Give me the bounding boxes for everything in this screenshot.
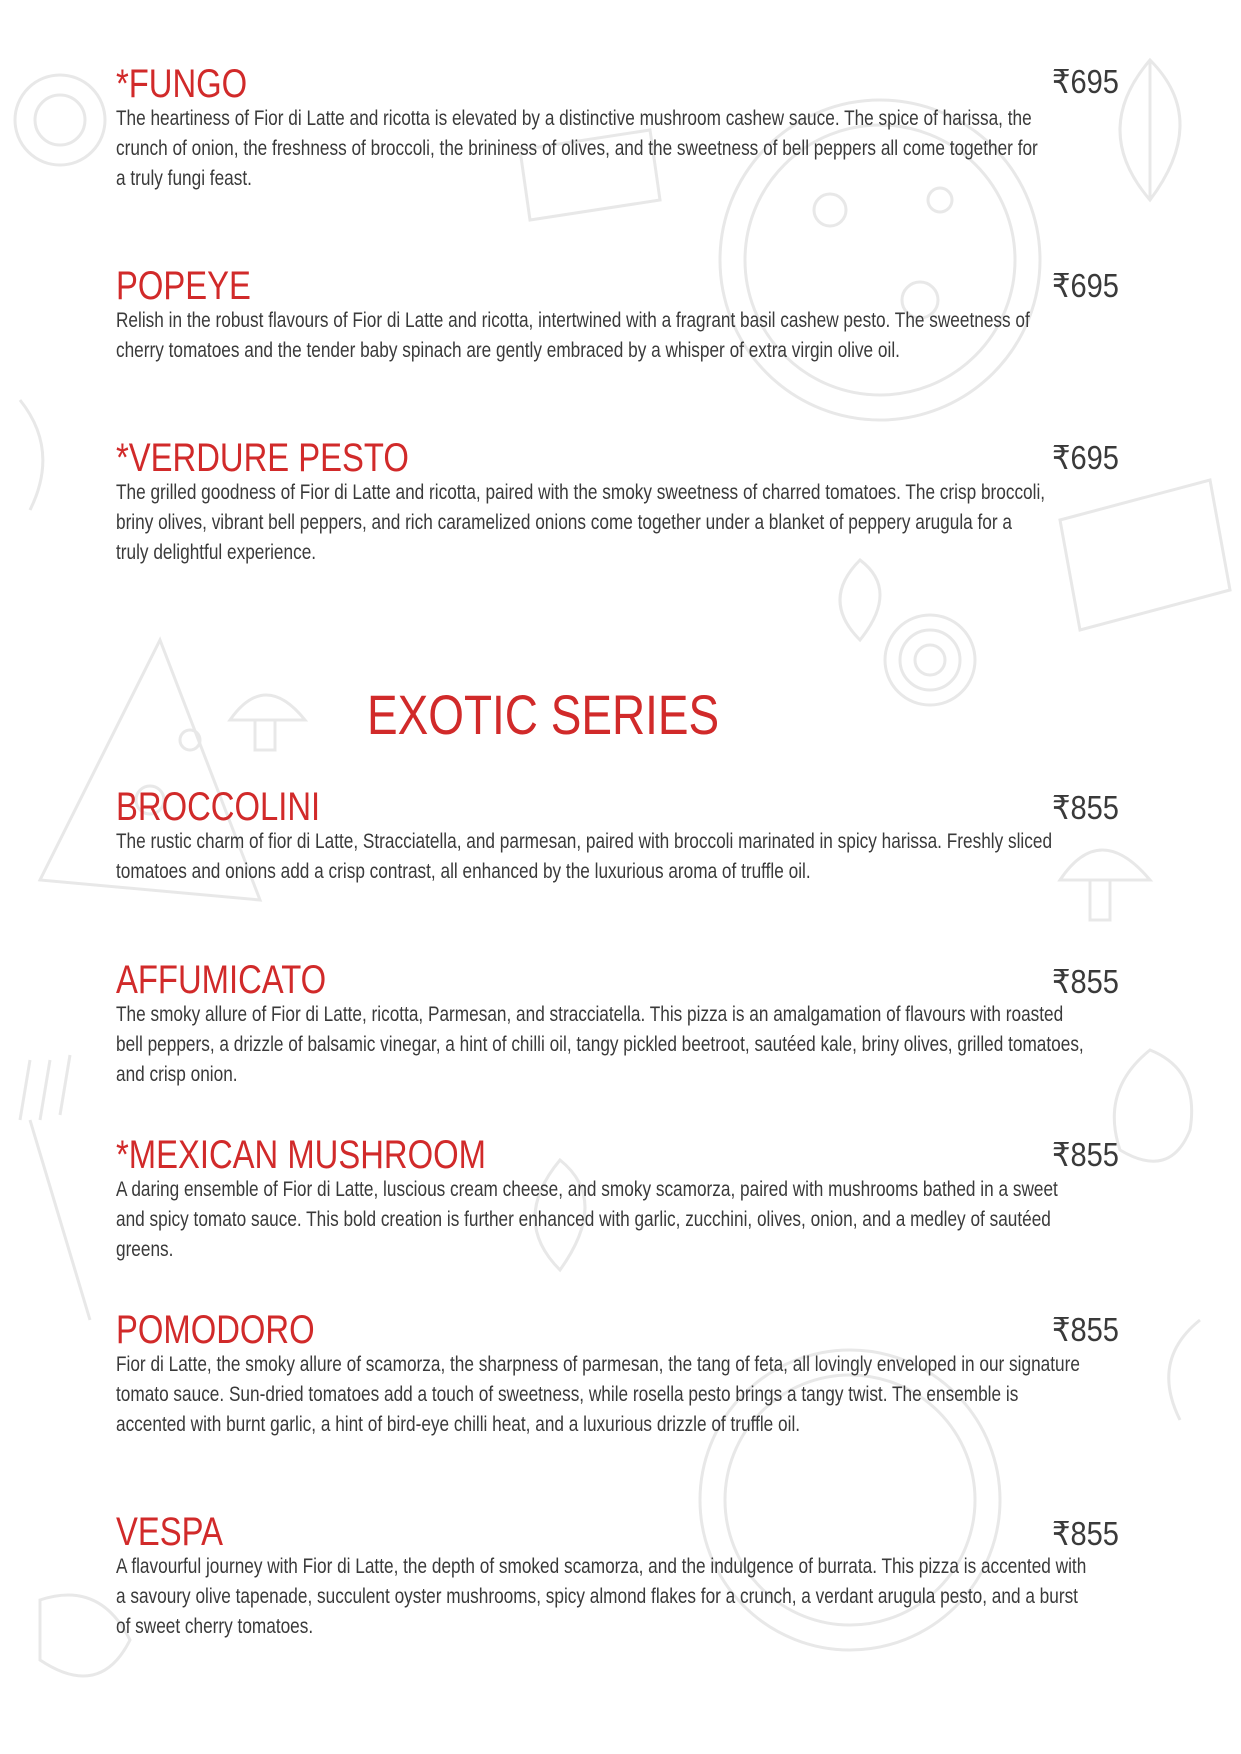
- item-name: *VERDURE PESTO: [116, 436, 409, 480]
- item-price: ₹695: [1052, 439, 1119, 476]
- item-price: ₹855: [1052, 1136, 1119, 1173]
- item-description: The rustic charm of fior di Latte, Stracciatella, and parmesan, paired with broccoli marinated in spicy harissa. Freshly sliced tomatoes and onions add a crisp contrast, all enhanced by the luxurious aroma of truffle oil.: [116, 830, 1053, 883]
- item-description: Fior di Latte, the smoky allure of scamorza, the sharpness of parmesan, the tang of feta, all lovingly enveloped in our signature tomato sauce. Sun-dried tomatoes add a touch of sweetness, while rosella pesto brings a tangy twist. The ensemble is accented with burnt garlic, a hint of bird-eye chilli heat, and a luxurious drizzle of truffle oil.: [116, 1353, 1080, 1436]
- onion-ring-icon: [885, 615, 975, 705]
- fork-icon: [20, 1055, 90, 1320]
- item-name: *FUNGO: [116, 62, 248, 106]
- item-description: A daring ensemble of Fior di Latte, luscious cream cheese, and smoky scamorza, paired with mushrooms bathed in a sweet and spicy tomato sauce. This bold creation is further enhanced with garlic, zucchini, olives, onion, and a medley of sautéed greens.: [116, 1178, 1058, 1261]
- item-description: A flavourful journey with Fior di Latte, the depth of smoked scamorza, and the indulgence of burrata. This pizza is accented with a savoury olive tapenade, succulent oyster mushrooms, spicy almond flakes for a crunch, a verdant arugula pesto, and a burst of sweet cherry tomatoes.: [116, 1555, 1087, 1638]
- item-description: The heartiness of Fior di Latte and ricotta is elevated by a distinctive mushroom cashew sauce. The spice of harissa, the crunch of onion, the freshness of broccoli, the brininess of olives, and the sweetness of bell peppers all come together for a truly fungi feast.: [116, 107, 1038, 190]
- item-name: *MEXICAN MUSHROOM: [116, 1133, 486, 1177]
- item-name: POMODORO: [116, 1308, 315, 1352]
- tomato-icon: [15, 75, 105, 165]
- item-name: VESPA: [116, 1510, 223, 1554]
- item-price: ₹855: [1052, 1515, 1119, 1552]
- item-price: ₹855: [1052, 963, 1119, 1000]
- item-price: ₹855: [1052, 789, 1119, 826]
- item-price: ₹695: [1052, 63, 1119, 100]
- item-name: POPEYE: [116, 264, 251, 308]
- section-title: EXOTIC SERIES: [367, 683, 720, 746]
- item-price: ₹695: [1052, 267, 1119, 304]
- item-name: BROCCOLINI: [116, 785, 321, 829]
- item-description: Relish in the robust flavours of Fior di Latte and ricotta, intertwined with a fragrant basil cashew pesto. The sweetness of cherry tomatoes and the tender baby spinach are gently embraced by a whisper of extra virgin olive oil.: [116, 309, 1030, 362]
- item-description: The grilled goodness of Fior di Latte and ricotta, paired with the smoky sweetness of charred tomatoes. The crisp broccoli, briny olives, vibrant bell peppers, and rich caramelized onions come together under a blanket of peppery arugula for a truly delightful experience.: [116, 481, 1046, 564]
- item-description: The smoky allure of Fior di Latte, ricotta, Parmesan, and stracciatella. This pizza is an amalgamation of flavours with roasted bell peppers, a drizzle of balsamic vinegar, a hint of chilli oil, tangy pickled beetroot, sautéed kale, briny olives, grilled tomatoes, and crisp onion.: [116, 1003, 1084, 1086]
- item-price: ₹855: [1052, 1311, 1119, 1348]
- item-name: AFFUMICATO: [116, 958, 327, 1002]
